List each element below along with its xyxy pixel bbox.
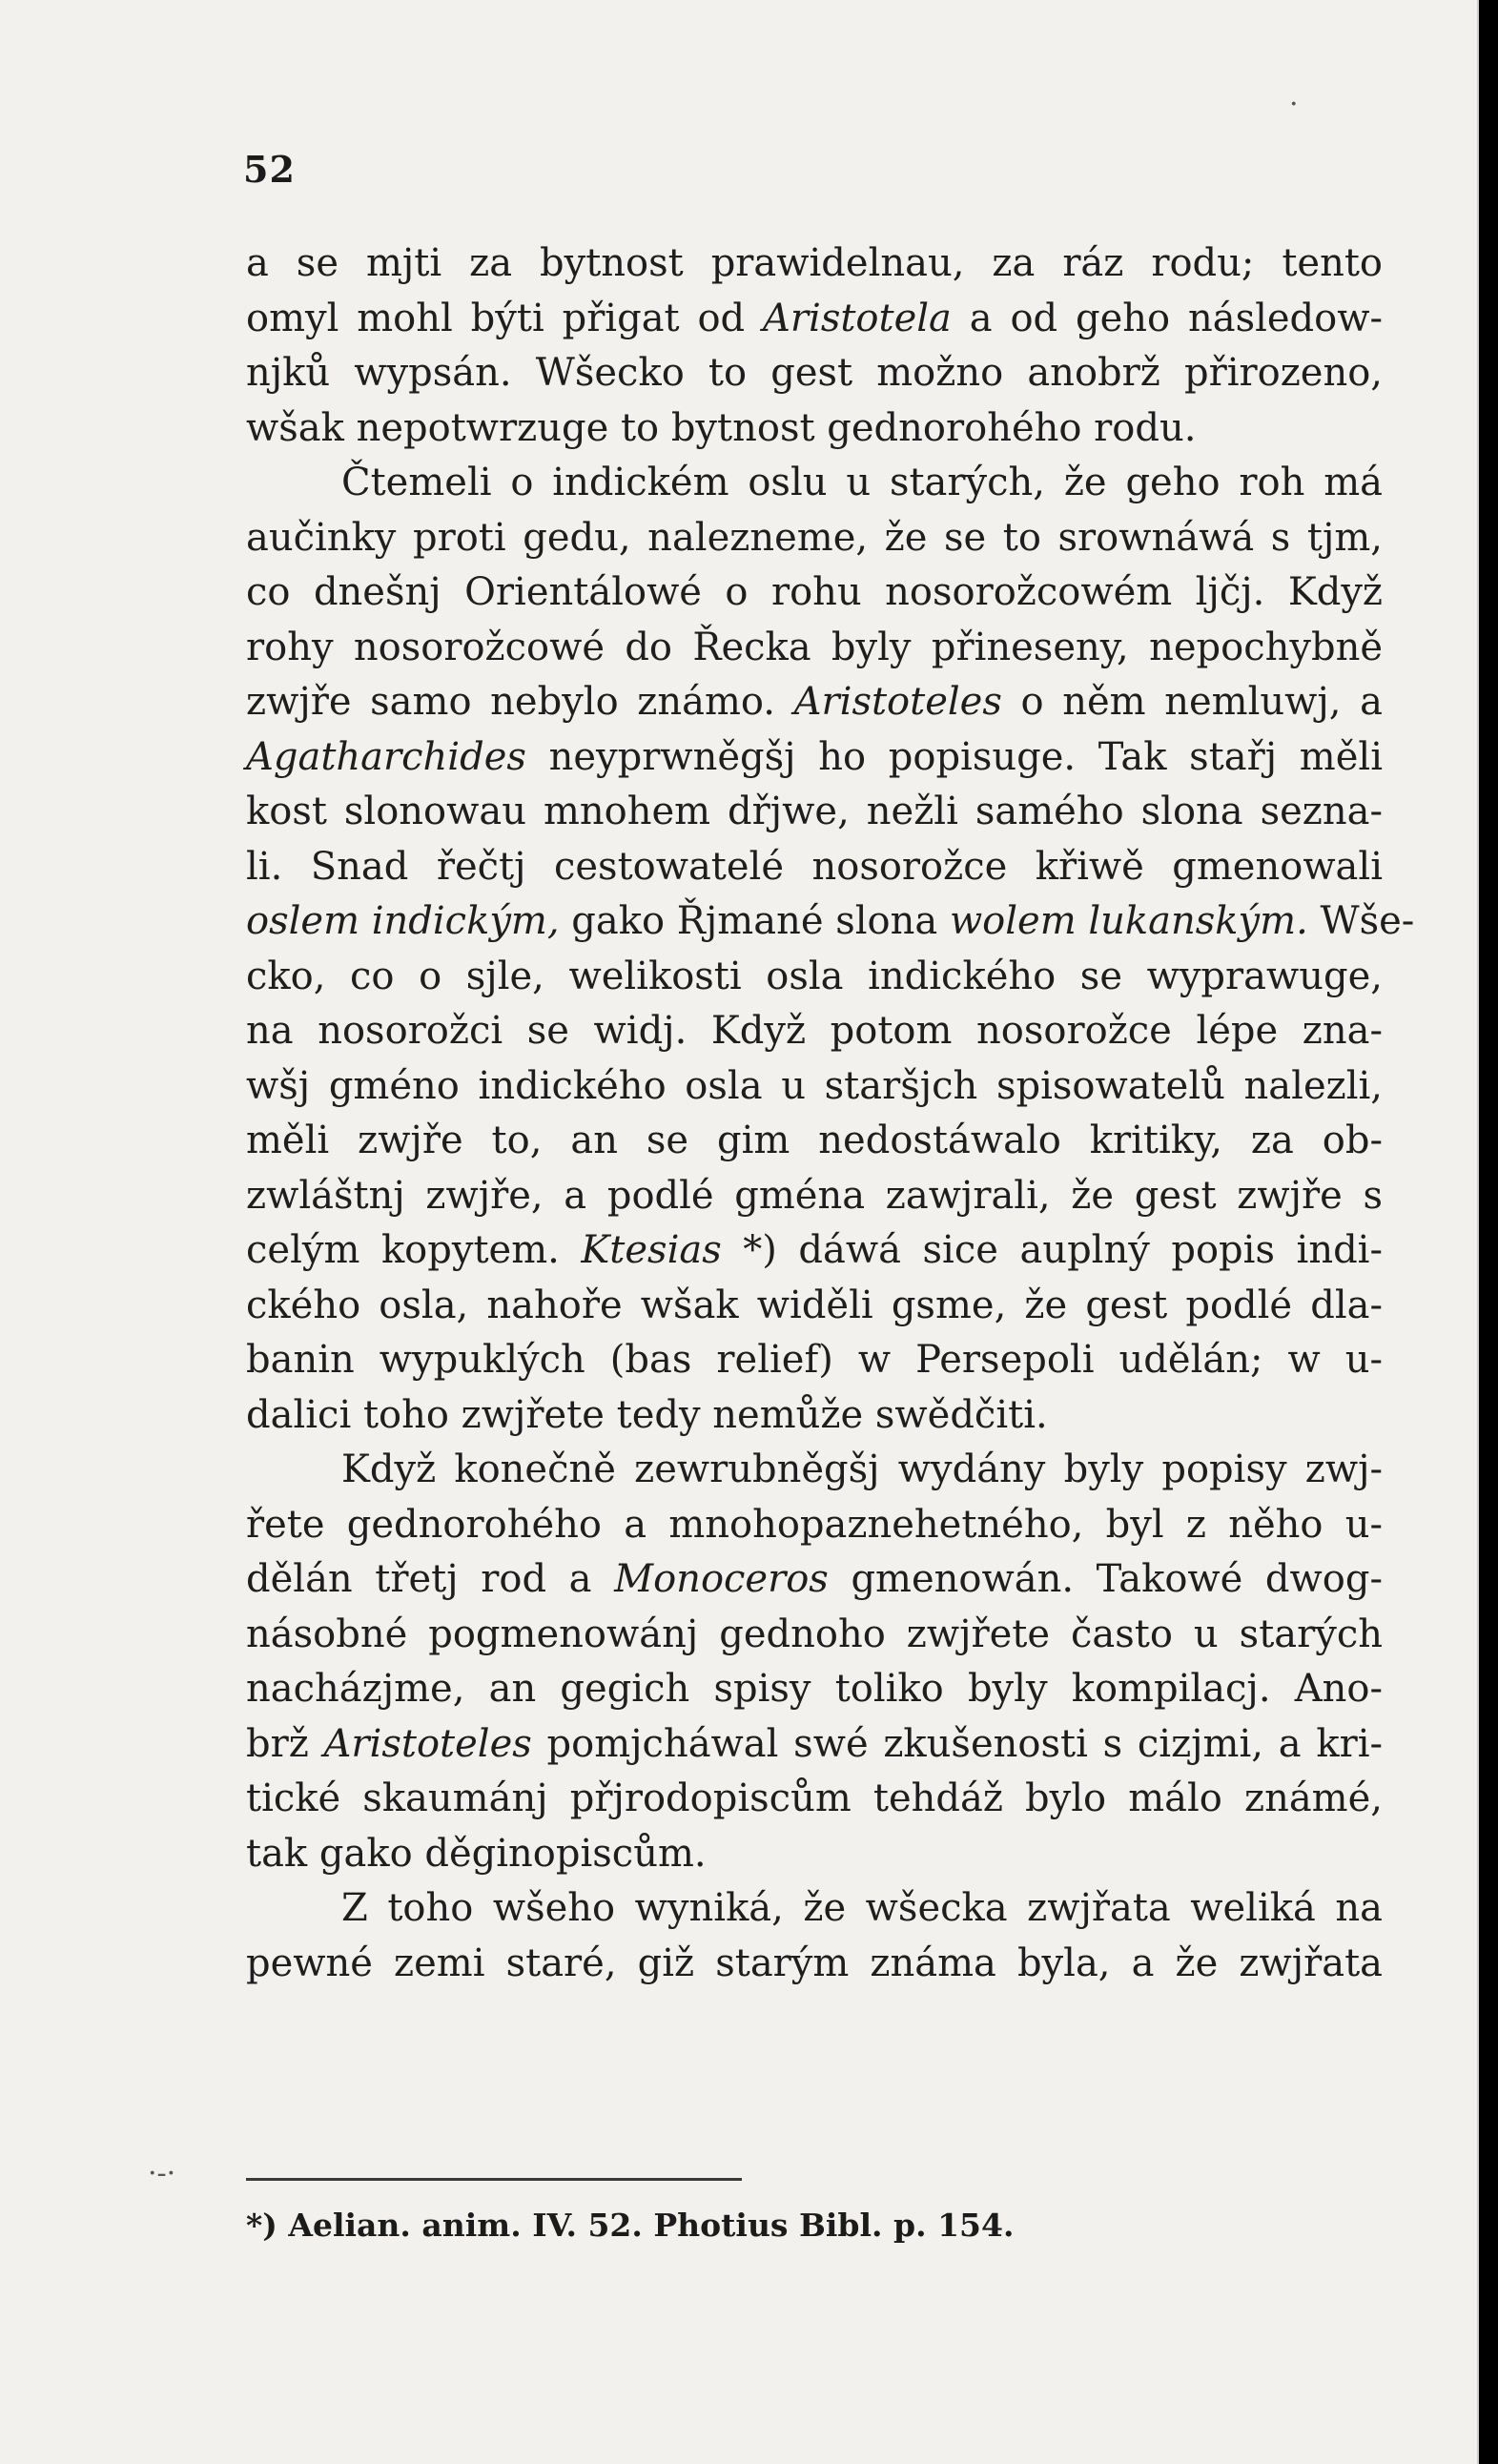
text-line bbox=[246, 236, 1383, 292]
page-number: 52 bbox=[243, 148, 296, 191]
text-segment: dalici toho zwjřete tedy nemůže swědčiti. bbox=[246, 1392, 1048, 1437]
italic-name: Aristoteles bbox=[793, 680, 1002, 724]
text-segment: *) dáwá sice auplný popis indi- bbox=[721, 1228, 1383, 1272]
text-segment: násobné pogmenowánj gednoho zwjřete často u starých bbox=[246, 1612, 1383, 1656]
text-segment: řete gednorohého a mnohopaznehetného, byl z něho u- bbox=[246, 1502, 1383, 1547]
text-segment: zwjře samo nebylo známo. bbox=[246, 680, 794, 724]
text-segment: gako Řjmané slona bbox=[559, 899, 950, 943]
text-segment: banin wypuklých (bas relief) w Persepoli udělán; w u- bbox=[246, 1338, 1383, 1382]
text-segment: omyl mohl býti přigat od bbox=[246, 296, 764, 340]
print-speck: · bbox=[1289, 88, 1299, 121]
text-line bbox=[246, 1717, 1383, 1773]
text-line bbox=[246, 346, 1383, 401]
text-segment: o něm nemluwj, a bbox=[1001, 680, 1383, 724]
text-segment: na nosorožci se widj. Když potom nosorožce lépe zna- bbox=[246, 1009, 1383, 1053]
text-line bbox=[246, 1059, 1383, 1115]
text-line bbox=[246, 1333, 1383, 1388]
italic-name: Monoceros bbox=[614, 1557, 829, 1601]
text-segment: pomjcháwal swé zkušenosti s cizjmi, a kri- bbox=[531, 1721, 1384, 1766]
text-segment: tické skaumánj přjrodopiscům tehdáž bylo málo známé, bbox=[246, 1776, 1383, 1820]
text-line bbox=[246, 456, 1383, 511]
text-segment: tak gako děginopiscům. bbox=[246, 1831, 707, 1876]
text-segment: ckého osla, nahoře wšak widěli gsme, že gest podlé dla- bbox=[246, 1283, 1383, 1327]
text-segment: rohy nosorožcowé do Řecka byly přineseny, nepochybně bbox=[246, 625, 1383, 669]
text-segment: měli zwjře to, an se gim nedostáwalo kritiky, za ob- bbox=[246, 1119, 1383, 1162]
text-segment: a se mjti za bytnost prawidelnau, za ráz rodu; tento bbox=[246, 241, 1383, 285]
text-segment: njků wypsán. Wšecko to gest možno anobrž přirozeno, bbox=[246, 351, 1383, 395]
italic-name: oslem indickým, bbox=[246, 899, 560, 943]
text-line bbox=[246, 1279, 1383, 1334]
text-line bbox=[246, 1169, 1383, 1224]
text-line bbox=[246, 565, 1383, 621]
italic-name: Aristoteles bbox=[323, 1721, 532, 1766]
text-line bbox=[246, 1772, 1383, 1827]
text-line bbox=[246, 1552, 1383, 1608]
text-line bbox=[246, 730, 1383, 786]
text-line bbox=[246, 1443, 1383, 1498]
text-segment: Čtemeli o indickém oslu u starých, že geho roh má bbox=[341, 461, 1383, 504]
text-line bbox=[246, 1388, 1383, 1444]
text-segment: a od geho následow- bbox=[951, 296, 1383, 340]
text-segment: nacházjme, an gegich spisy toliko byly kompilacj. Ano- bbox=[246, 1667, 1383, 1711]
text-line bbox=[246, 401, 1383, 457]
italic-name: Agatharchides bbox=[246, 734, 526, 779]
text-line bbox=[246, 1004, 1383, 1059]
text-line bbox=[246, 292, 1383, 347]
text-segment: dělán třetj rod a bbox=[246, 1557, 615, 1601]
text-line bbox=[246, 1223, 1383, 1279]
print-speck: ·-· bbox=[148, 2157, 176, 2190]
text-line bbox=[246, 1881, 1383, 1937]
text-line bbox=[246, 675, 1383, 730]
text-line bbox=[246, 1662, 1383, 1717]
text-segment: aučinky proti gedu, nalezneme, že se to srownáwá s tjm, bbox=[246, 515, 1383, 560]
text-line bbox=[246, 840, 1383, 895]
text-segment: li. Snad řečtj cestowatelé nosorožce křiwě gmenowali bbox=[246, 844, 1383, 889]
text-line bbox=[246, 950, 1383, 1005]
italic-name: Aristotela bbox=[763, 296, 952, 340]
text-segment: wšak nepotwrzuge to bytnost gednorohého rodu. bbox=[246, 405, 1197, 450]
text-line bbox=[246, 894, 1415, 950]
text-line bbox=[246, 1827, 1383, 1882]
footnote: *) Aelian. anim. IV. 52. Photius Bibl. p. 154. bbox=[246, 2207, 1015, 2244]
text-segment: zwláštnj zwjře, a podlé gména zawjrali, že gest zwjře s bbox=[246, 1173, 1383, 1218]
text-line bbox=[246, 1114, 1383, 1169]
text-line bbox=[246, 511, 1383, 566]
text-segment: brž bbox=[246, 1721, 324, 1766]
text-segment: wšj gméno indického osla u staršjch spisowatelů nalezli, bbox=[246, 1063, 1383, 1108]
text-segment: celým kopytem. bbox=[246, 1228, 582, 1272]
body-text bbox=[246, 236, 1415, 1991]
footnote-rule bbox=[246, 2178, 742, 2181]
text-segment: gmenowán. Takowé dwog- bbox=[828, 1557, 1383, 1601]
text-line bbox=[246, 1937, 1383, 1992]
italic-name: wolem lukanským. bbox=[949, 899, 1308, 943]
text-line bbox=[246, 1608, 1383, 1663]
text-segment: Když konečně zewrubněgšj wydány byly popisy zwj- bbox=[341, 1448, 1383, 1491]
text-segment: Z toho wšeho wyniká, že wšecka zwjřata weliká na bbox=[341, 1886, 1383, 1930]
text-segment: cko, co o sjle, welikosti osla indického se wyprawuge, bbox=[246, 954, 1383, 998]
text-segment: Wše- bbox=[1307, 899, 1415, 943]
text-line bbox=[246, 621, 1383, 676]
text-segment: pewné zemi staré, giž starým známa byla, a že zwjřata bbox=[246, 1940, 1383, 1985]
text-line bbox=[246, 1498, 1383, 1553]
text-segment: co dnešnj Orientálowé o rohu nosorožcowém ljčj. Když bbox=[246, 570, 1383, 614]
italic-name: Ktesias bbox=[581, 1228, 722, 1272]
text-segment: kost slonowau mnohem dřjwe, nežli samého slona sezna- bbox=[246, 790, 1383, 833]
text-segment: neyprwněgšj ho popisuge. Tak stařj měli bbox=[525, 734, 1383, 779]
text-line bbox=[246, 785, 1383, 840]
